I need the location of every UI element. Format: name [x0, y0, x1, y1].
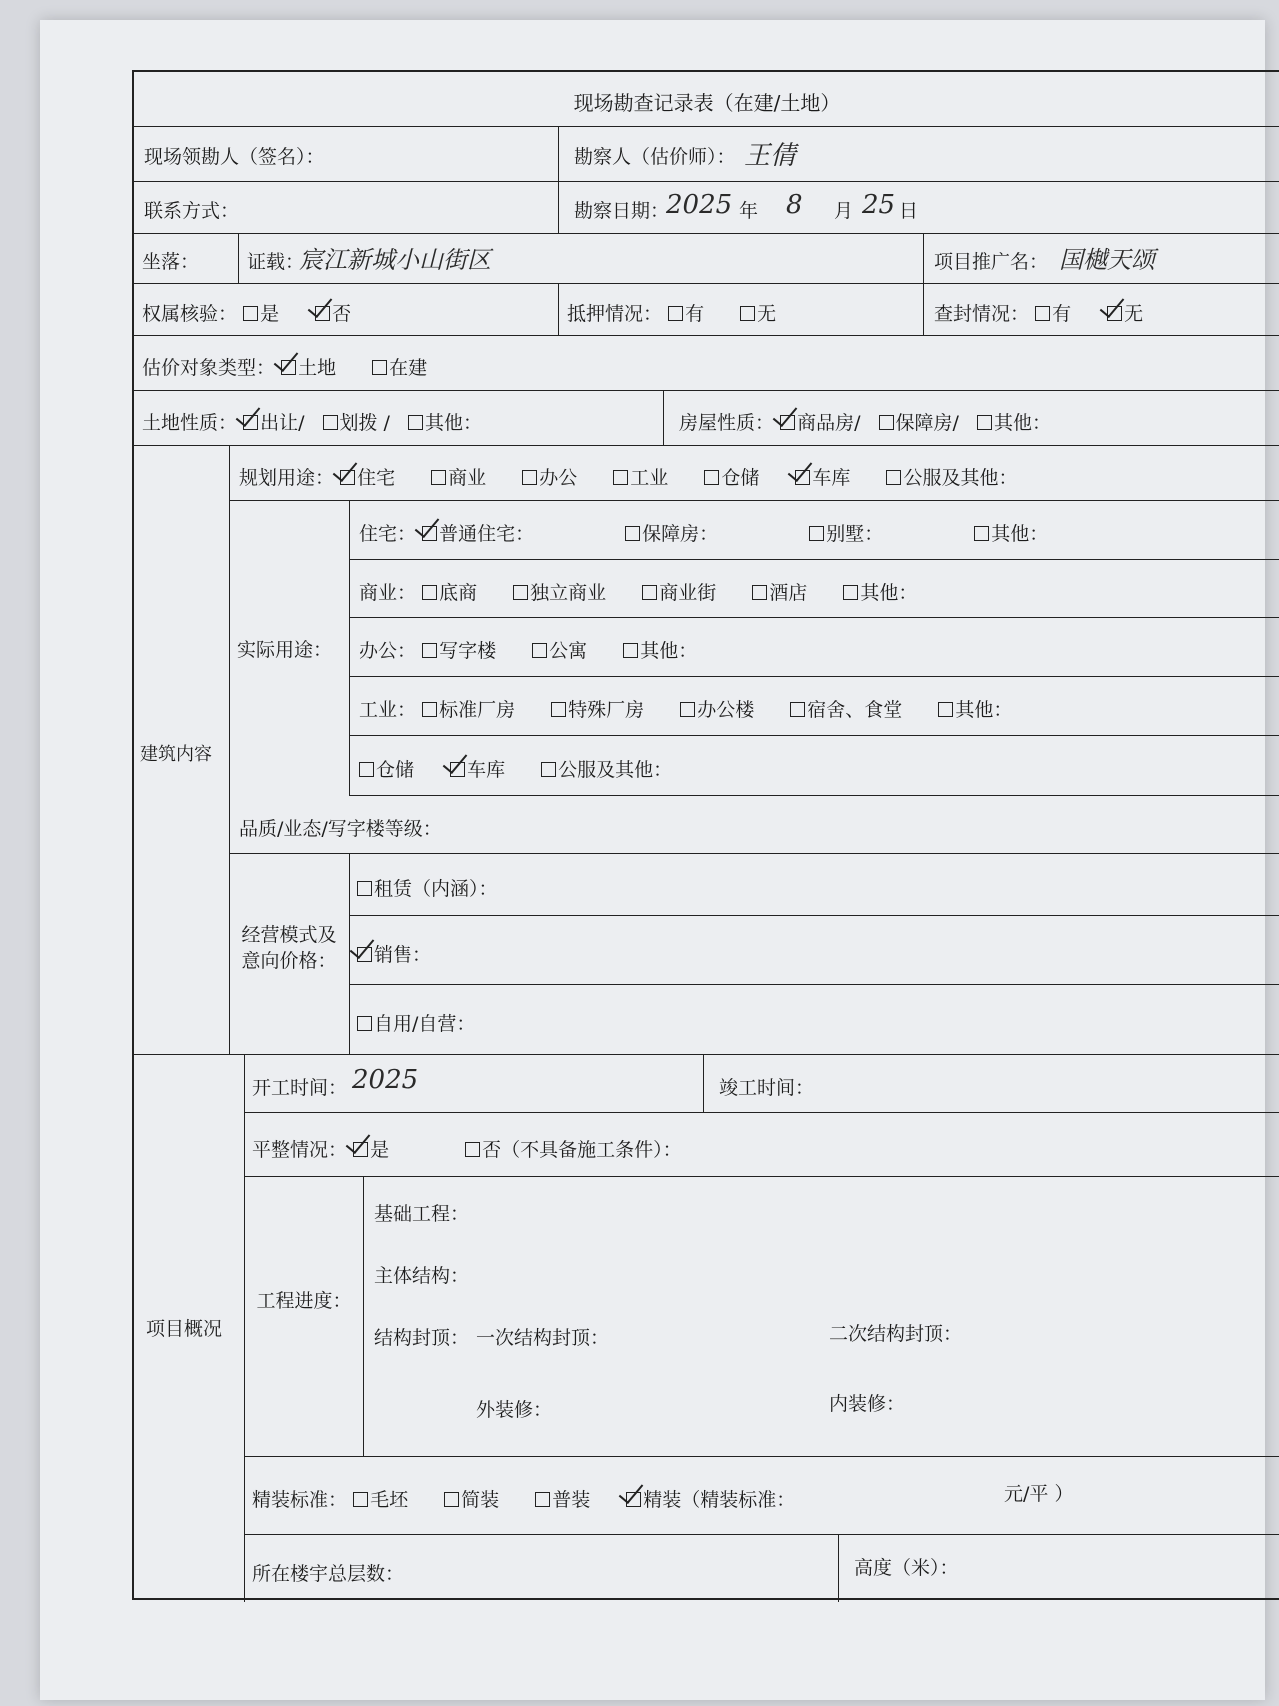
- survey-date-label: 勘察日期：: [574, 200, 670, 222]
- progress-block: [244, 1177, 1279, 1457]
- ownership-label: 权属核验：: [142, 303, 238, 325]
- surveyor-leader-label: 现场领勘人（签名）：: [144, 146, 325, 168]
- land-option-allocation[interactable]: 划拨 /: [323, 408, 390, 435]
- industrial-option-standard[interactable]: 标准厂房: [422, 695, 515, 722]
- house-option-other[interactable]: 其他：: [977, 408, 1051, 435]
- house-nature-label: 房屋性质：: [679, 412, 775, 434]
- interior-label: 内装修：: [829, 1393, 906, 1415]
- sale-row: [349, 916, 1279, 985]
- survey-date-year: 2025: [666, 190, 733, 220]
- residential-option-other[interactable]: 其他：: [974, 519, 1048, 546]
- checkbox[interactable]: [522, 470, 537, 485]
- checkbox[interactable]: [408, 415, 423, 430]
- valuation-type-label: 估价对象类型：: [142, 357, 276, 379]
- main-structure-label: 主体结构：: [374, 1265, 470, 1287]
- industrial-option-dormitory[interactable]: 宿舍、食堂: [790, 695, 902, 722]
- industrial-option-office[interactable]: 办公楼: [680, 695, 754, 722]
- signer-row: [134, 127, 1279, 182]
- foundation-label: 基础工程：: [374, 1203, 470, 1225]
- commercial-option-standalone[interactable]: 独立商业: [513, 578, 606, 605]
- checkbox[interactable]: [1035, 306, 1050, 321]
- office-label: 办公：: [359, 640, 417, 662]
- checkbox[interactable]: [372, 360, 387, 375]
- checkbox[interactable]: [613, 470, 628, 485]
- checkbox[interactable]: [323, 415, 338, 430]
- survey-form: [132, 70, 1279, 1600]
- planned-option-storage[interactable]: 仓储: [704, 463, 759, 490]
- commercial-option-shop[interactable]: 底商: [422, 578, 477, 605]
- checkbox[interactable]: [535, 1492, 550, 1507]
- other-use-row: [349, 736, 1279, 796]
- checkbox[interactable]: [357, 881, 372, 896]
- ownership-option-yes[interactable]: 是: [243, 299, 279, 326]
- checkbox[interactable]: [444, 1492, 459, 1507]
- checkbox[interactable]: [752, 585, 767, 600]
- checkbox-checked[interactable]: [340, 470, 355, 485]
- other-option-public[interactable]: 公服及其他：: [541, 755, 672, 782]
- valuation-option-construction[interactable]: 在建: [372, 353, 427, 380]
- checkbox-checked[interactable]: [353, 1142, 368, 1157]
- leveling-option-no[interactable]: 否（不具备施工条件）：: [465, 1135, 682, 1162]
- quality-row: [229, 796, 1279, 854]
- checkbox[interactable]: [422, 702, 437, 717]
- start-time-value: 2025: [352, 1065, 419, 1095]
- day-unit: 日: [899, 200, 919, 222]
- project-name-label: 项目推广名：: [934, 251, 1049, 273]
- other-option-storage[interactable]: 仓储: [359, 755, 414, 782]
- office-option-building[interactable]: 写字楼: [422, 636, 496, 663]
- commercial-label: 商业：: [359, 582, 417, 604]
- decoration-option-fine[interactable]: 精装（精装标准：: [626, 1485, 795, 1512]
- decoration-option-standard[interactable]: 普装: [535, 1485, 590, 1512]
- checkbox[interactable]: [422, 643, 437, 658]
- checkbox[interactable]: [974, 526, 989, 541]
- project-overview-label: 项目概况: [146, 1318, 223, 1340]
- business-option-self-use[interactable]: 自用/自营：: [357, 1009, 475, 1036]
- seizure-label: 查封情况：: [934, 303, 1030, 325]
- checkbox-checked[interactable]: [450, 762, 465, 777]
- total-floors-label: 所在楼宇总层数：: [252, 1563, 405, 1585]
- timeline-row: [244, 1055, 1279, 1113]
- lease-row: [349, 854, 1279, 916]
- checkbox[interactable]: [625, 526, 640, 541]
- title-row: [134, 72, 1279, 127]
- year-unit: 年: [739, 200, 759, 222]
- checkbox[interactable]: [886, 470, 901, 485]
- seizure-option-yes[interactable]: 有: [1035, 299, 1071, 326]
- checkbox[interactable]: [541, 762, 556, 777]
- completion-time-label: 竣工时间：: [719, 1077, 815, 1099]
- house-option-affordable[interactable]: 保障房/: [879, 408, 959, 435]
- valuation-option-land[interactable]: 土地: [281, 353, 336, 380]
- planned-option-commercial[interactable]: 商业: [431, 463, 486, 490]
- land-option-other[interactable]: 其他：: [408, 408, 482, 435]
- commercial-option-street[interactable]: 商业街: [642, 578, 716, 605]
- checkbox-checked[interactable]: [795, 470, 810, 485]
- planned-option-garage[interactable]: 车库: [795, 463, 850, 490]
- checkbox[interactable]: [243, 306, 258, 321]
- planned-use-label: 规划用途：: [239, 467, 335, 489]
- checkbox-checked[interactable]: [626, 1492, 641, 1507]
- checkbox-checked[interactable]: [422, 526, 437, 541]
- decoration-option-simple[interactable]: 简装: [444, 1485, 499, 1512]
- ownership-option-no[interactable]: 否: [315, 299, 351, 326]
- industrial-option-special[interactable]: 特殊厂房: [551, 695, 644, 722]
- location-label: 坐落：: [142, 251, 200, 273]
- checkbox[interactable]: [513, 585, 528, 600]
- residential-row: [349, 501, 1279, 560]
- commercial-row: [349, 560, 1279, 618]
- height-label: 高度（米）：: [854, 1557, 959, 1579]
- capping-label: 结构封顶：: [374, 1327, 470, 1349]
- planned-option-residential[interactable]: 住宅: [340, 463, 395, 490]
- self-use-row: [134, 985, 1279, 1055]
- checkbox[interactable]: [668, 306, 683, 321]
- survey-date-month: 8: [786, 190, 803, 220]
- business-option-lease[interactable]: 租赁（内涵）：: [357, 874, 498, 901]
- mortgage-option-no[interactable]: 无: [740, 299, 776, 326]
- checkbox[interactable]: [704, 470, 719, 485]
- land-nature-label: 土地性质：: [142, 412, 238, 434]
- checkbox[interactable]: [790, 702, 805, 717]
- decoration-option-bare[interactable]: 毛坯: [353, 1485, 408, 1512]
- checkbox[interactable]: [353, 1492, 368, 1507]
- inspector-signature: 王倩: [744, 141, 797, 171]
- floors-row: [244, 1535, 1279, 1602]
- checkbox-checked[interactable]: [780, 415, 795, 430]
- decoration-label: 精装标准：: [252, 1489, 348, 1511]
- checkbox[interactable]: [938, 702, 953, 717]
- commercial-option-other[interactable]: 其他：: [843, 578, 917, 605]
- contact-label: 联系方式：: [144, 200, 240, 222]
- checkbox[interactable]: [740, 306, 755, 321]
- house-option-commercial[interactable]: 商品房/: [780, 408, 860, 435]
- planned-option-industrial[interactable]: 工业: [613, 463, 668, 490]
- checkbox[interactable]: [879, 415, 894, 430]
- first-capping-label: 一次结构封顶：: [476, 1327, 610, 1349]
- business-option-sale[interactable]: 销售：: [357, 940, 431, 967]
- business-mode-label: 经营模式及意向价格：: [241, 924, 337, 972]
- checkbox[interactable]: [623, 643, 638, 658]
- checkbox-checked[interactable]: [315, 306, 330, 321]
- residential-option-villa[interactable]: 别墅：: [809, 519, 883, 546]
- leveling-label: 平整情况：: [252, 1139, 348, 1161]
- checkbox[interactable]: [642, 585, 657, 600]
- leveling-option-yes[interactable]: 是: [353, 1135, 389, 1162]
- industrial-option-other[interactable]: 其他：: [938, 695, 1012, 722]
- checkbox[interactable]: [977, 415, 992, 430]
- mortgage-option-yes[interactable]: 有: [668, 299, 704, 326]
- planned-option-public[interactable]: 公服及其他：: [886, 463, 1017, 490]
- office-option-apartment[interactable]: 公寓: [532, 636, 587, 663]
- checkbox[interactable]: [357, 1016, 372, 1031]
- checkbox-checked[interactable]: [1107, 306, 1122, 321]
- paper-sheet: [40, 20, 1265, 1700]
- checkbox[interactable]: [359, 762, 374, 777]
- checkbox[interactable]: [680, 702, 695, 717]
- contact-row: [134, 182, 1279, 234]
- office-row: [349, 618, 1279, 677]
- decoration-row: [244, 1457, 1279, 1535]
- building-content-label: 建筑内容: [140, 744, 212, 765]
- other-option-garage[interactable]: 车库: [450, 755, 505, 782]
- certificate-label: 证载：: [247, 251, 305, 273]
- industrial-row: [349, 677, 1279, 736]
- progress-label: 工程进度：: [256, 1290, 352, 1312]
- nature-row: [134, 391, 1279, 446]
- quality-label: 品质/业态/写字楼等级：: [239, 818, 442, 840]
- residential-label: 住宅：: [359, 523, 417, 545]
- certificate-value: 宸江新城小山街区: [299, 246, 491, 274]
- decoration-unit: 元/平 ）: [1004, 1483, 1074, 1505]
- seizure-option-no[interactable]: 无: [1107, 299, 1143, 326]
- location-row: [134, 234, 1279, 284]
- planned-use-row: [229, 446, 1279, 501]
- commercial-option-hotel[interactable]: 酒店: [752, 578, 807, 605]
- actual-use-label: 实际用途：: [237, 639, 333, 661]
- month-unit: 月: [834, 200, 854, 222]
- checkbox[interactable]: [551, 702, 566, 717]
- checkbox[interactable]: [422, 585, 437, 600]
- survey-date-day: 25: [862, 190, 896, 220]
- start-time-label: 开工时间：: [252, 1077, 348, 1099]
- checkbox-checked[interactable]: [281, 360, 296, 375]
- inspector-label: 勘察人（估价师）：: [574, 146, 736, 168]
- checkbox-checked[interactable]: [243, 415, 258, 430]
- ownership-row: [134, 284, 1279, 336]
- leveling-row: [244, 1113, 1279, 1177]
- second-capping-label: 二次结构封顶：: [829, 1323, 963, 1345]
- checkbox[interactable]: [843, 585, 858, 600]
- mortgage-label: 抵押情况：: [567, 303, 663, 325]
- valuation-type-row: [134, 336, 1279, 391]
- checkbox[interactable]: [809, 526, 824, 541]
- land-option-transfer[interactable]: 出让/: [243, 408, 304, 435]
- checkbox[interactable]: [465, 1142, 480, 1157]
- residential-option-affordable[interactable]: 保障房：: [625, 519, 718, 546]
- residential-option-ordinary[interactable]: 普通住宅：: [422, 519, 534, 546]
- checkbox[interactable]: [532, 643, 547, 658]
- checkbox-checked[interactable]: [357, 947, 372, 962]
- office-option-other[interactable]: 其他：: [623, 636, 697, 663]
- industrial-label: 工业：: [359, 699, 417, 721]
- form-title: 现场勘查记录表（在建/土地）: [573, 91, 841, 115]
- checkbox[interactable]: [431, 470, 446, 485]
- project-name-value: 国樾天颂: [1059, 246, 1155, 274]
- planned-option-office[interactable]: 办公: [522, 463, 577, 490]
- exterior-label: 外装修：: [476, 1399, 553, 1421]
